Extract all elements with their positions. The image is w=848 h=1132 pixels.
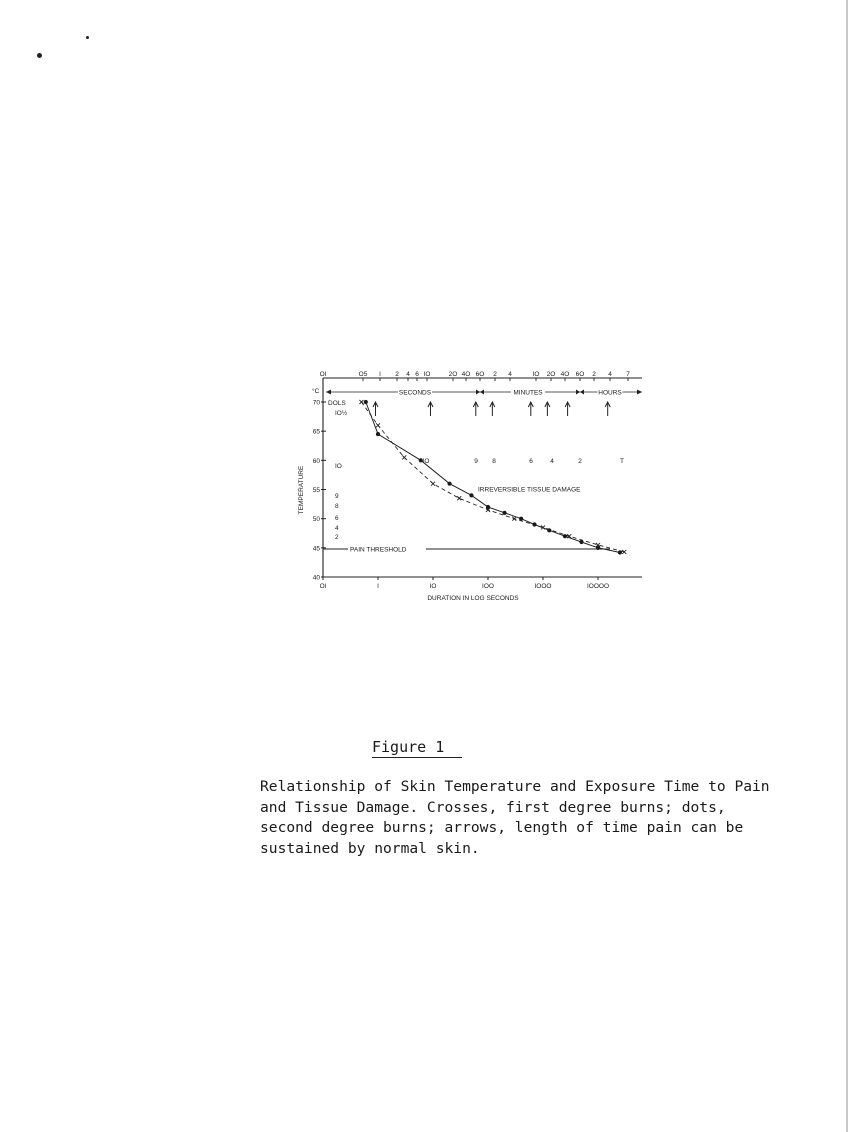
row-label: 2 bbox=[578, 457, 582, 465]
caption-line: second degree burns; arrows, length of time pain can be bbox=[260, 819, 744, 836]
dols-value: IO bbox=[335, 463, 342, 470]
top-axis-tick-label: 4O bbox=[560, 371, 570, 378]
second-degree-burn-dot bbox=[532, 522, 536, 526]
segment-label: SECONDS bbox=[398, 389, 432, 397]
first-degree-burn-curve bbox=[361, 402, 624, 552]
segment-arrow bbox=[580, 390, 584, 395]
second-degree-burn-dot bbox=[419, 458, 423, 462]
row-label: IO bbox=[422, 457, 430, 465]
dols-value: 6 bbox=[335, 515, 339, 522]
x-axis-title: DURATION IN LOG SECONDS bbox=[427, 595, 519, 602]
skin-temperature-chart bbox=[290, 370, 660, 610]
dols-value: 4 bbox=[335, 525, 339, 532]
top-axis-tick-label: 4 bbox=[608, 371, 612, 378]
segment-arrow bbox=[576, 390, 580, 395]
tissue-damage-label: IRREVERSIBLE TISSUE DAMAGE bbox=[478, 486, 581, 494]
first-degree-burn-cross bbox=[376, 423, 380, 427]
second-degree-burn-dot bbox=[596, 546, 600, 550]
segment-arrow-right bbox=[637, 390, 642, 395]
y-tick-label: 45 bbox=[312, 545, 320, 553]
y-tick-label: 60 bbox=[312, 457, 320, 465]
segment-arrow-left bbox=[326, 390, 331, 395]
x-tick-label: I bbox=[377, 583, 379, 590]
top-axis-tick-label: OI bbox=[319, 371, 327, 378]
top-axis-tick-label: IO bbox=[423, 371, 431, 378]
second-degree-burn-dot bbox=[486, 505, 490, 509]
top-axis-tick-label: 4O bbox=[461, 371, 471, 378]
second-degree-burn-dot bbox=[563, 534, 567, 538]
top-axis-tick-label: 6 bbox=[415, 371, 419, 378]
chart-marks bbox=[359, 400, 626, 555]
scan-speck bbox=[37, 53, 42, 58]
x-tick-label: IOOOO bbox=[586, 583, 610, 590]
y-axis-unit: °C bbox=[312, 388, 320, 395]
row-label: T bbox=[620, 457, 624, 465]
y-tick-label: 55 bbox=[312, 487, 320, 494]
top-axis-tick-label: 2O bbox=[546, 371, 556, 378]
first-degree-burn-cross bbox=[402, 455, 406, 459]
top-axis-tick-label: O5 bbox=[358, 371, 368, 378]
y-tick-label: 50 bbox=[312, 516, 320, 524]
x-tick-label: IOO bbox=[482, 583, 494, 590]
second-degree-burn-dot bbox=[447, 482, 451, 486]
top-axis-tick-label: 2 bbox=[493, 371, 497, 378]
second-degree-burn-dot bbox=[502, 511, 506, 515]
top-axis-tick-label: 2 bbox=[395, 371, 399, 378]
first-degree-burn-cross bbox=[359, 400, 363, 404]
dols-label: DOLS bbox=[328, 400, 346, 407]
caption-line: and Tissue Damage. Crosses, first degree burns; dots, bbox=[260, 798, 726, 816]
second-degree-burn-dot bbox=[364, 400, 368, 404]
segment-arrow bbox=[480, 390, 484, 395]
second-degree-burn-dot bbox=[519, 517, 523, 521]
chart-curves bbox=[361, 402, 624, 553]
first-degree-burn-cross bbox=[457, 496, 461, 500]
y-tick-label: 40 bbox=[312, 574, 320, 582]
second-degree-burn-curve bbox=[366, 402, 620, 553]
segment-label: HOURS bbox=[598, 389, 622, 397]
figure-label: Figure 1 bbox=[372, 738, 462, 758]
row-label: 9 bbox=[474, 457, 478, 465]
second-degree-burn-dot bbox=[469, 493, 473, 497]
top-axis-tick-label: 7 bbox=[626, 371, 630, 378]
second-degree-burn-dot bbox=[618, 550, 622, 554]
y-tick-label: 70 bbox=[312, 399, 320, 407]
chart-annotations bbox=[323, 400, 624, 554]
figure-caption bbox=[260, 777, 770, 859]
top-axis-tick-label: I bbox=[379, 371, 381, 378]
y-tick-label: 65 bbox=[312, 428, 320, 436]
top-time-axis bbox=[320, 371, 642, 397]
top-axis-tick-label: IO bbox=[532, 371, 540, 378]
scan-speck bbox=[86, 36, 89, 39]
x-tick-label: IOOO bbox=[534, 583, 552, 590]
top-axis-tick-label: 6O bbox=[575, 371, 585, 378]
dols-value: 2 bbox=[335, 534, 339, 541]
x-tick-label: OI bbox=[319, 583, 327, 590]
caption-line: Relationship of Skin Temperature and Exposure Time to Pain bbox=[260, 778, 770, 795]
top-axis-tick-label: 4 bbox=[406, 371, 410, 378]
caption-line: sustained by normal skin. bbox=[260, 839, 480, 857]
pain-threshold-label: PAIN THRESHOLD bbox=[350, 546, 407, 554]
top-axis-tick-label: 2O bbox=[448, 371, 458, 378]
dols-value: 9 bbox=[335, 493, 339, 500]
segment-arrow bbox=[476, 390, 480, 395]
chart-axes bbox=[298, 378, 642, 602]
dols-value: IO½ bbox=[335, 410, 348, 417]
top-axis-tick-label: 4 bbox=[508, 371, 512, 378]
segment-label: MINUTES bbox=[513, 389, 543, 397]
top-axis-tick-label: 6O bbox=[475, 371, 485, 378]
x-tick-label: IO bbox=[429, 583, 437, 590]
dols-value: 8 bbox=[335, 503, 339, 510]
second-degree-burn-dot bbox=[376, 432, 380, 436]
first-degree-burn-cross bbox=[431, 482, 435, 486]
second-degree-burn-dot bbox=[579, 540, 583, 544]
row-label: 6 bbox=[529, 457, 533, 465]
y-axis-title: TEMPERATURE bbox=[298, 465, 305, 515]
second-degree-burn-dot bbox=[547, 528, 551, 532]
top-axis-tick-label: 2 bbox=[592, 371, 596, 378]
row-label: 8 bbox=[492, 457, 496, 465]
row-label: 4 bbox=[550, 457, 554, 465]
